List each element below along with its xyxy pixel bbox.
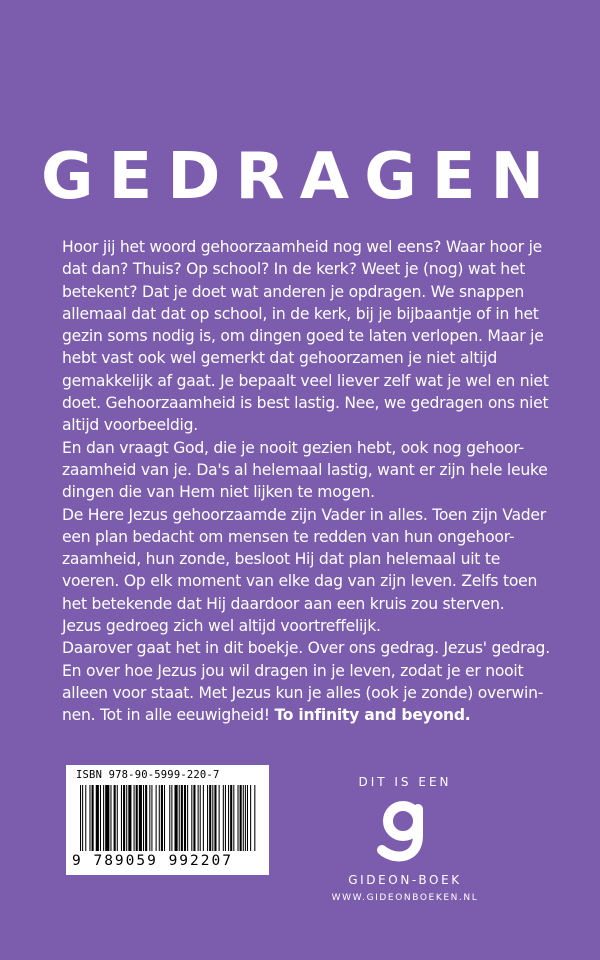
barcode-bar [92, 785, 94, 851]
blurb-line [62, 704, 552, 726]
barcode-bar [175, 785, 178, 851]
barcode-bar [143, 785, 144, 851]
barcode-icon [76, 785, 259, 851]
blurb-line-text: gezin soms nodig is, om dingen goed te laten verlopen. Maar je [62, 327, 544, 346]
blurb-line-text: nen. Tot in alle eeuwigheid! [62, 706, 270, 725]
blurb-line [62, 236, 552, 258]
barcode-bar [203, 785, 204, 851]
barcode-bar [209, 785, 211, 851]
barcode-digits: 9 789059 992207 [72, 853, 233, 869]
blurb-line [62, 548, 552, 570]
blurb-line-text: Daarover gaat het in dit boekje. Over ons gedrag. Jezus' gedrag. [62, 639, 550, 658]
blurb-line-text: een plan bedacht om mensen te redden van hun ongehoor- [62, 527, 515, 546]
blurb-line [62, 504, 552, 526]
barcode-bar [151, 785, 152, 851]
blurb-line [62, 660, 552, 682]
blurb-line-text: dingen die van Hem niet lijken te mogen. [62, 483, 375, 502]
blurb-line [62, 303, 552, 325]
blurb-line-text: En over hoe Jezus jou wil dragen in je leven, zodat je er nooit [62, 661, 524, 680]
blurb-line-text: gemakkelijk af gaat. Je bepaalt veel liever zelf wat je wel en niet [62, 371, 549, 390]
blurb-line-text: Hoor jij het woord gehoorzaamheid nog wel eens? Waar hoor je [62, 238, 543, 256]
blurb-line [62, 615, 552, 637]
blurb-line [62, 526, 552, 548]
barcode-bar [181, 785, 183, 851]
barcode-bar [193, 785, 195, 851]
barcode-bar [254, 785, 255, 851]
blurb-line [62, 570, 552, 592]
barcode-bar [228, 785, 229, 851]
blurb-line [62, 414, 552, 436]
barcode-bar [187, 785, 188, 851]
barcode-bar [207, 785, 208, 851]
blurb-line [62, 258, 552, 280]
barcode-bar [225, 785, 226, 851]
barcode-bar [247, 785, 248, 851]
book-title: GEDRAGEN [41, 140, 559, 214]
blurb-line-text: het betekende dat Hij daardoor aan een kruis zou sterven. [62, 594, 505, 613]
barcode-bar [169, 785, 170, 851]
barcode-bar [103, 785, 104, 851]
blurb-line-text: En dan vraagt God, die je nooit gezien hebt, ook nog gehoor- [62, 438, 524, 457]
blurb-line [62, 281, 552, 303]
barcode-bar [250, 785, 251, 851]
blurb-line [62, 593, 552, 615]
barcode-bar [136, 785, 138, 851]
blurb-line [62, 637, 552, 659]
barcode-bar [245, 785, 246, 851]
blurb-line [62, 347, 552, 369]
barcode-bar [191, 785, 192, 851]
publisher-url: WWW.GIDEONBOEKEN.NL [331, 893, 479, 903]
barcode-bar [159, 785, 160, 851]
barcode-bar [126, 785, 127, 851]
blurb-line [62, 392, 552, 414]
blurb-line-text: De Here Jezus gehoorzaamde zijn Vader in alles. Toen zijn Vader [62, 505, 546, 524]
barcode-bar [179, 785, 180, 851]
blurb-line-text: betekent? Dat je doet wat anderen je opdragen. We snappen [62, 282, 525, 301]
barcode-bar [219, 785, 220, 851]
blurb-line-text: doet. Gehoorzaamheid is best lastig. Nee, we gedragen ons niet [62, 394, 549, 413]
barcode-label [66, 765, 269, 875]
blurb-line [62, 682, 552, 704]
blurb-line-text: altijd voorbeeldig. [62, 416, 198, 435]
publisher-pre-text: DIT IS EEN [358, 775, 452, 789]
barcode-bar [123, 785, 125, 851]
barcode-bar [80, 785, 81, 851]
barcode-bar [200, 785, 201, 851]
blurb-line-text: alleen voor staat. Met Jezus kun je alles (ook je zonde) overwin- [62, 683, 544, 702]
blurb-line-text: Jezus gedroeg zich wel altijd voortreffelijk. [62, 617, 381, 636]
blurb-line [62, 481, 552, 503]
barcode-bar [110, 785, 111, 851]
blurb-line-text: allemaal dat dat op school, in de kerk, bij je bijbaantje of in het [62, 304, 539, 323]
blurb-line [62, 437, 552, 459]
barcode-bar [233, 785, 234, 851]
gideon-logo-icon [370, 795, 440, 865]
barcode-bar [139, 785, 142, 851]
barcode-bar [223, 785, 224, 851]
barcode-bar [82, 785, 83, 851]
blurb-line-text: hebt vast ook wel gemerkt dat gehoorzamen je niet altijd [62, 349, 498, 368]
barcode-bar [114, 785, 116, 851]
blurb-line-text: zaamheid, hun zonde, besloot Hij dat plan helemaal uit te [62, 550, 501, 569]
blurb-line-text: dat dan? Thuis? Op school? In de kerk? Weet je (nog) wat het [62, 260, 526, 279]
barcode-bar [134, 785, 135, 851]
blurb-bold-ending: To infinity and beyond. [274, 706, 471, 725]
barcode-bar [198, 785, 199, 851]
barcode-bar [100, 785, 101, 851]
barcode-bar [184, 785, 186, 851]
barcode-bar [214, 785, 216, 851]
blurb-line-text: voeren. Op elk moment van elke dag van zijn leven. Zelfs toen [62, 572, 538, 591]
barcode-bar [238, 785, 239, 851]
barcode-bar [149, 785, 150, 851]
blurb-line-text: zaamheid van je. Da's al helemaal lastig, want er zijn hele leuke [62, 460, 548, 479]
barcode-bar [96, 785, 99, 851]
barcode-bar [164, 785, 165, 851]
barcode-bar [121, 785, 122, 851]
barcode-bar [128, 785, 131, 851]
publisher-name: GIDEON-BOEK [348, 873, 462, 887]
barcode-bar [171, 785, 172, 851]
back-cover-blurb [62, 236, 552, 727]
barcode-bar [117, 785, 118, 851]
barcode-bar [145, 785, 147, 851]
blurb-line [62, 459, 552, 481]
barcode-bar [240, 785, 242, 851]
blurb-line [62, 325, 552, 347]
barcode-bar [230, 785, 232, 851]
barcode-bar [161, 785, 163, 851]
isbn-label: ISBN 978-90-5999-220-7 [76, 769, 220, 781]
blurb-line [62, 370, 552, 392]
barcode-bar [105, 785, 109, 851]
barcode-bar [243, 785, 244, 851]
barcode-bar [212, 785, 213, 851]
publisher-block [320, 775, 490, 903]
barcode-bar [156, 785, 157, 851]
barcode-bar [89, 785, 90, 851]
barcode-bar [85, 785, 86, 851]
